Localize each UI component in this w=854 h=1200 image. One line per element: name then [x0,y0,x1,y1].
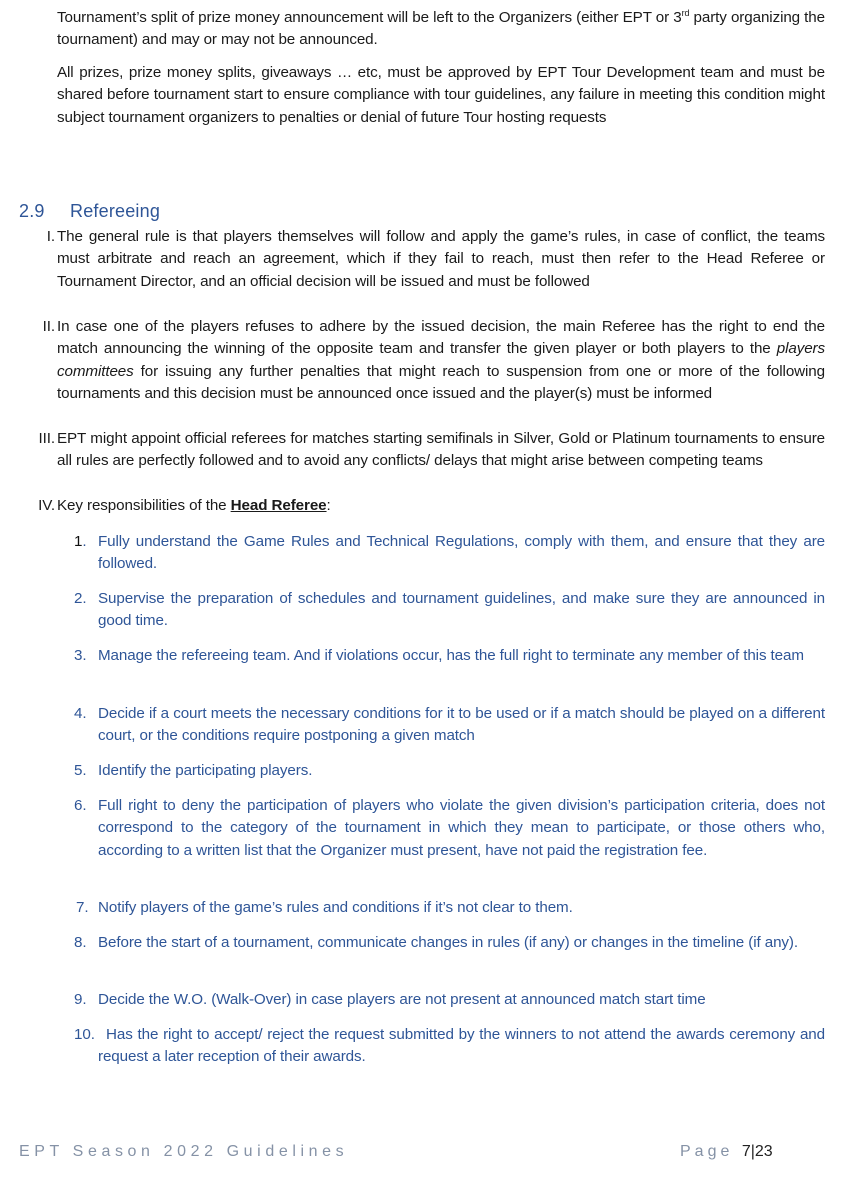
item-text: Before the start of a tournament, communicate changes in rules (if any) or changes in the timeline (if any). [98,934,798,951]
item-text: Notify players of the game’s rules and conditions if it’s not clear to them. [98,899,573,916]
responsibility-item-7 [76,897,825,919]
intro-paragraph-prize-split [57,7,825,52]
intro-paragraph-approval: All prizes, prize money splits, giveaways … etc, must be approved by EPT Tour Development team and must be shared before tournament start to ensure compliance with tour guidelines, any failure in meeting this condition might subject tournament organizers to penalties or denial of future Tour hosting requests [57,64,825,126]
item-text: Full right to deny the participation of players who violate the given division’s participation criteria, does not correspond to the category of the tournament in which they mean to participate, or those others who, according to a written list that the Organizer must present, have not paid the registration fee. [98,797,825,859]
responsibility-item-5 [74,760,825,782]
players-committees-term: players committees [57,340,825,380]
roman-item-text-rest: : [326,497,331,514]
roman-item-text: Key responsibilities of the [57,497,231,514]
item-number: 6. [74,797,87,814]
head-referee-term: Head Referee [230,497,327,514]
page-total: 23 [754,1143,773,1160]
roman-numeral: IV. [38,497,55,514]
item-number: 4. [74,705,87,722]
page-current: 7 [741,1143,751,1160]
responsibility-item-2 [74,588,825,633]
section-title: Refereeing [70,201,161,221]
item-number: 3. [74,647,87,664]
roman-numeral: III. [38,430,55,447]
item-number: 8. [74,934,87,951]
item-text: Decide the W.O. (Walk-Over) in case players are not present at announced match start time [98,991,706,1008]
roman-item-text: The general rule is that players themselves will follow and apply the game’s rules, in case of conflict, the teams must arbitrate and reach an agreement, which if they fail to reach, must then refer to the Head Referee or Tournament Director, and an official decision will be issued and must be followed [57,228,825,290]
item-number: 2. [74,590,87,607]
roman-item-text: In case one of the players refuses to adhere by the issued decision, the main Referee has the right to end the match announcing the winning of the opposite team and transfer the given player or both players to the [57,318,825,358]
responsibility-item-3 [74,645,825,667]
intro-p1-text-rest: party organizing the tournament) and may or may not be announced. [57,9,825,49]
responsibility-item-10 [74,1024,825,1069]
ordinal-superscript: rd [681,8,690,18]
roman-item-3 [38,428,825,473]
roman-item-2 [42,316,825,406]
item-number: 1. [74,533,87,550]
page-label: Page [680,1143,734,1160]
item-number: 10. [74,1026,95,1043]
item-number: 7. [76,899,89,916]
item-number: 9. [74,991,87,1008]
roman-item-text-rest: for issuing any further penalties that might reach to suspension from one or more of the following tournaments and this decision must be announced once issued and the player(s) must be informed [57,362,825,403]
item-text: Supervise the preparation of schedules and tournament guidelines, and make sure they are announced in good time. [98,590,825,630]
roman-item-4 [38,495,825,517]
roman-numeral: I. [46,228,55,245]
page-separator: | [750,1143,755,1160]
roman-item-text: EPT might appoint official referees for matches starting semifinals in Silver, Gold or Platinum tournaments to ensure all rules are perfectly followed and to avoid any conflicts/ delays that might arise between competing teams [57,430,825,470]
item-text: Has the right to accept/ reject the request submitted by the winners to not attend the awards ceremony and request a later reception of their awards. [98,1026,825,1066]
item-number: 5. [74,762,87,779]
roman-numeral: II. [42,318,55,335]
responsibility-item-8 [74,932,825,954]
roman-item-1 [46,226,825,293]
item-text: Decide if a court meets the necessary conditions for it to be used or if a match should be played on a different court, or the conditions require postponing a given match [98,705,825,745]
footer-document-title: EPT Season 2022 Guidelines [19,1143,349,1160]
section-number: 2.9 [19,201,45,221]
responsibility-item-4 [74,703,825,748]
item-text: Manage the refereeing team. And if violations occur, has the full right to terminate any member of this team [98,647,804,664]
item-text: Fully understand the Game Rules and Technical Regulations, comply with them, and ensure that they are followed. [98,533,825,573]
footer-page-number [680,1143,773,1161]
intro-p1-text: Tournament’s split of prize money announcement will be left to the Organizers (either EPT or 3 [57,9,682,26]
section-heading [19,201,160,222]
item-text: Identify the participating players. [98,762,313,779]
responsibility-item-1 [74,531,825,576]
responsibility-item-9 [74,989,825,1011]
responsibility-item-6 [74,795,825,862]
